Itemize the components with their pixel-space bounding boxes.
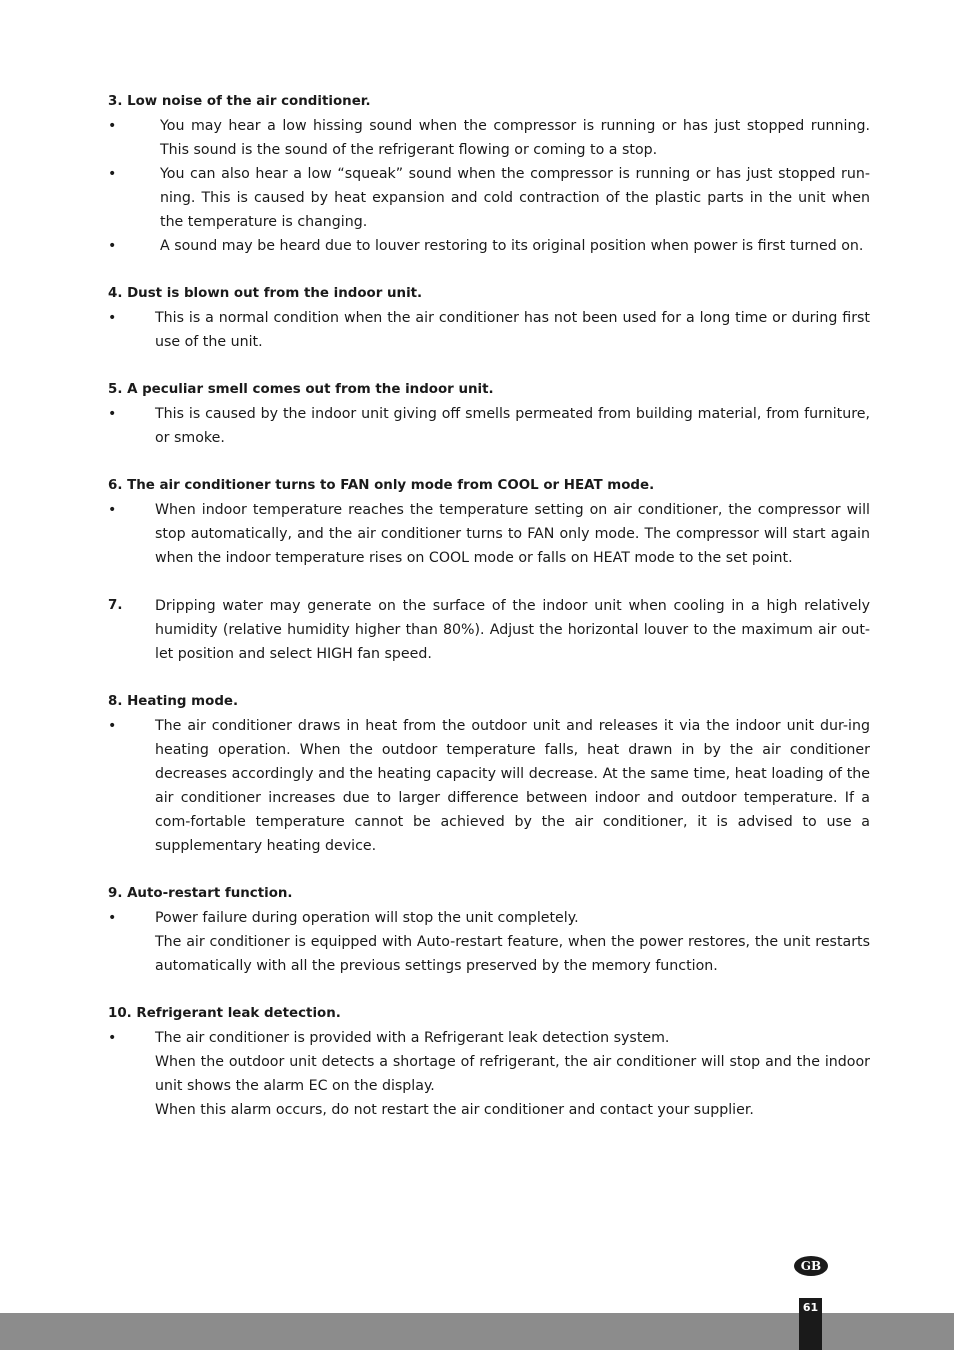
- paragraph: You may hear a low hissing sound when the compressor is running or has just stopped running. This sound is the sound of the refrigerant flowing or coming to a stop.: [160, 118, 870, 158]
- section-heading: 10. Refrigerant leak detection.: [108, 1006, 341, 1021]
- item-text: [155, 714, 870, 858]
- document-body: [108, 90, 870, 1146]
- paragraph: You can also hear a low “squeak” sound when the compressor is running or has just stopped run-ning. This is caused by heat expansion and cold contraction of the plastic parts in the unit when the temperature is changing.: [160, 166, 870, 230]
- section: [108, 690, 870, 858]
- item-text: [160, 162, 870, 234]
- item-number: 7.: [108, 598, 123, 613]
- list-item: [108, 402, 870, 450]
- section-heading: 8. Heating mode.: [108, 694, 239, 709]
- section-heading: 9. Auto-restart function.: [108, 886, 293, 901]
- paragraph: This is a normal condition when the air conditioner has not been used for a long time or during first use of the unit.: [155, 310, 870, 350]
- list-item: [108, 714, 870, 858]
- page-number: 61: [799, 1298, 822, 1350]
- section-heading: 3. Low noise of the air conditioner.: [108, 94, 371, 109]
- bullet-marker: •: [108, 910, 117, 926]
- bullet-marker: •: [108, 118, 117, 134]
- bullet-marker: •: [108, 406, 117, 422]
- list-item: [108, 906, 870, 978]
- paragraph: The air conditioner draws in heat from the outdoor unit and releases it via the indoor unit dur-ing heating operation. When the outdoor temperature falls, heat drawn in by the air conditioner decreases accordingly and the heating capacity will decrease. At the same time, heat loading of the air conditioner increases due to larger difference between indoor and outdoor temperature. If a com-fortable temperature cannot be achieved by the air conditioner, it is advised to use a supplementary heating device.: [155, 718, 870, 854]
- paragraph: Dripping water may generate on the surface of the indoor unit when cooling in a high relatively humidity (relative humidity higher than 80%). Adjust the horizontal louver to the maximum air out-let position and select HIGH fan speed.: [155, 598, 870, 662]
- item-text: [155, 498, 870, 570]
- list-item: [108, 234, 870, 258]
- list-item: [108, 1026, 870, 1122]
- section: [108, 282, 870, 354]
- section-heading: 6. The air conditioner turns to FAN only mode from COOL or HEAT mode.: [108, 478, 655, 493]
- paragraph: When indoor temperature reaches the temperature setting on air conditioner, the compressor will stop automatically, and the air conditioner turns to FAN only mode. The compressor will start again when the indoor temperature rises on COOL mode or falls on HEAT mode to the set point.: [155, 502, 870, 566]
- item-text: [155, 594, 870, 666]
- list-item: [108, 498, 870, 570]
- section-heading: 5. A peculiar smell comes out from the indoor unit.: [108, 382, 494, 397]
- paragraph: When the outdoor unit detects a shortage of refrigerant, the air conditioner will stop and the indoor unit shows the alarm EC on the display.: [155, 1054, 870, 1094]
- item-text: [155, 306, 870, 354]
- section: [108, 882, 870, 978]
- bullet-marker: •: [108, 502, 117, 518]
- paragraph: The air conditioner is provided with a Refrigerant leak detection system.: [155, 1030, 670, 1046]
- bullet-marker: •: [108, 1030, 117, 1046]
- list-item: [108, 162, 870, 234]
- bullet-marker: •: [108, 718, 117, 734]
- paragraph: This is caused by the indoor unit giving off smells permeated from building material, from furniture, or smoke.: [155, 406, 870, 446]
- section: [108, 90, 870, 258]
- list-item: [108, 594, 870, 666]
- section-heading: 4. Dust is blown out from the indoor unit.: [108, 286, 423, 301]
- paragraph: When this alarm occurs, do not restart the air conditioner and contact your supplier.: [155, 1102, 754, 1118]
- item-text: [155, 402, 870, 450]
- item-text: [160, 114, 870, 162]
- section: [108, 1002, 870, 1122]
- bullet-marker: •: [108, 238, 117, 254]
- bullet-marker: •: [108, 166, 117, 182]
- item-text: [155, 906, 870, 978]
- list-item: [108, 114, 870, 162]
- paragraph: The air conditioner is equipped with Auto-restart feature, when the power restores, the unit restarts automatically with all the previous settings preserved by the memory function.: [155, 934, 870, 974]
- item-text: [160, 234, 870, 258]
- list-item: [108, 306, 870, 354]
- paragraph: A sound may be heard due to louver restoring to its original position when power is first turned on.: [160, 238, 864, 254]
- section: [108, 378, 870, 450]
- bullet-marker: •: [108, 310, 117, 326]
- section: [108, 474, 870, 570]
- section: [108, 594, 870, 666]
- paragraph: Power failure during operation will stop the unit completely.: [155, 910, 579, 926]
- item-text: [155, 1026, 870, 1122]
- language-badge: GB: [794, 1256, 828, 1276]
